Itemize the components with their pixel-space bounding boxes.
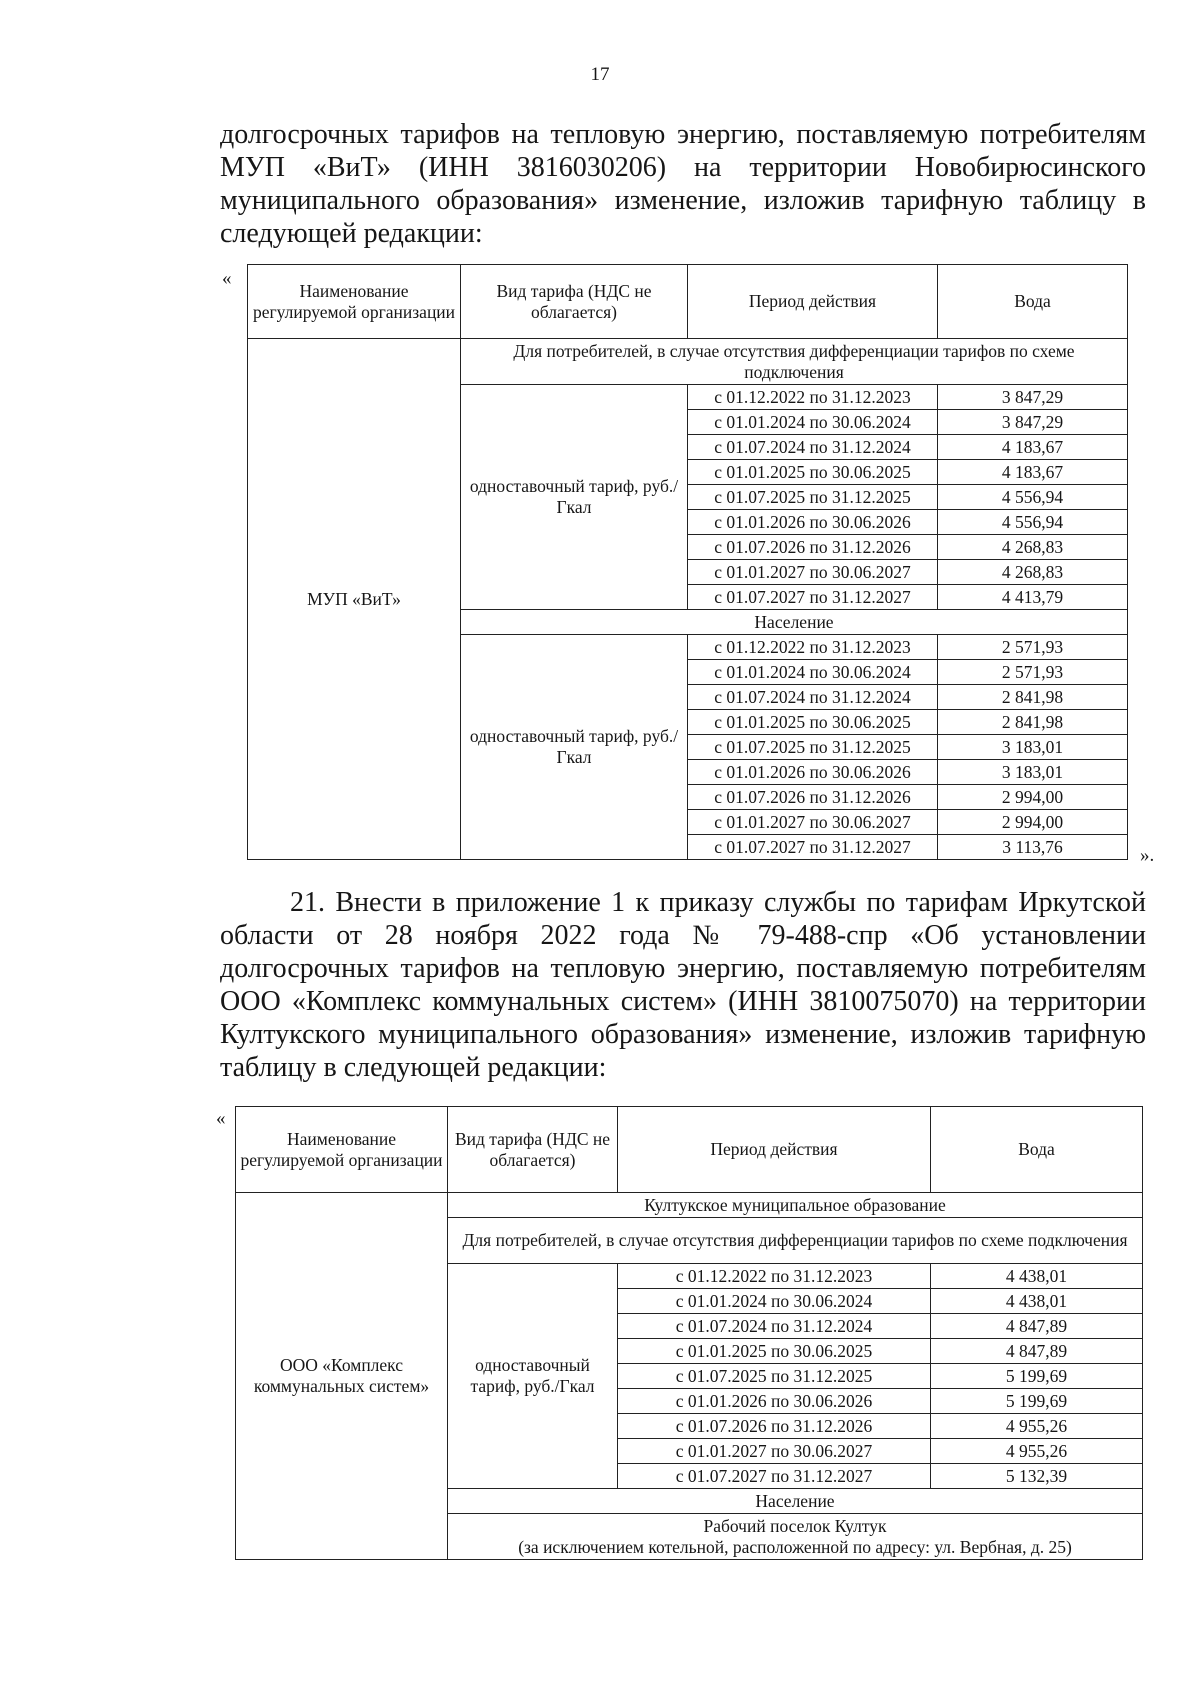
tariff-table-1	[247, 264, 1128, 860]
settlement-line: Рабочий поселок Култук	[703, 1515, 887, 1536]
water-value-cell: 2 571,93	[938, 635, 1128, 660]
water-value-cell: 4 847,89	[931, 1339, 1143, 1364]
period-cell: с 01.07.2025 по 31.12.2025	[688, 735, 938, 760]
intro-line: следующей редакции:	[220, 218, 483, 249]
period-cell: с 01.07.2026 по 31.12.2026	[688, 535, 938, 560]
period-cell: с 01.07.2025 по 31.12.2025	[618, 1364, 931, 1389]
period-cell: с 01.01.2024 по 30.06.2024	[688, 660, 938, 685]
period-cell: с 01.01.2025 по 30.06.2025	[618, 1339, 931, 1364]
water-value-cell: 4 413,79	[938, 585, 1128, 610]
header-tariff-type: Вид тарифа (НДС не облагается)	[461, 265, 688, 339]
water-value-cell: 2 994,00	[938, 785, 1128, 810]
water-value-cell: 4 438,01	[931, 1264, 1143, 1289]
period-cell: с 01.01.2026 по 30.06.2026	[618, 1389, 931, 1414]
period-cell: с 01.07.2024 по 31.12.2024	[688, 435, 938, 460]
table1-close-quote: ».	[1140, 845, 1155, 866]
intro-line: МУП «ВиТ» (ИНН 3816030206) на территории Новобирюсинского	[220, 152, 1146, 183]
period-cell: с 01.01.2026 по 30.06.2026	[688, 760, 938, 785]
period-cell: с 01.12.2022 по 31.12.2023	[688, 635, 938, 660]
item21-line: Култукского муниципального образования» изменение, изложив тарифную	[220, 1019, 1146, 1050]
water-value-cell: 4 438,01	[931, 1289, 1143, 1314]
water-value-cell: 5 132,39	[931, 1464, 1143, 1489]
section-title-row	[248, 339, 1128, 385]
period-cell: с 01.12.2022 по 31.12.2023	[688, 385, 938, 410]
water-value-cell: 2 841,98	[938, 685, 1128, 710]
water-value-cell: 4 556,94	[938, 485, 1128, 510]
water-value-cell: 4 847,89	[931, 1314, 1143, 1339]
water-value-cell: 3 113,76	[938, 835, 1128, 860]
intro-line: долгосрочных тарифов на тепловую энергию, поставляемую потребителям	[220, 119, 1146, 150]
municipality-title: Култукское муниципальное образование	[448, 1193, 1143, 1218]
period-cell: с 01.01.2024 по 30.06.2024	[618, 1289, 931, 1314]
org-name-cell: МУП «ВиТ»	[248, 339, 461, 860]
water-value-cell: 2 841,98	[938, 710, 1128, 735]
water-value-cell: 3 183,01	[938, 735, 1128, 760]
population-title: Население	[448, 1489, 1143, 1514]
period-cell: с 01.07.2026 по 31.12.2026	[618, 1414, 931, 1439]
header-period: Период действия	[618, 1107, 931, 1193]
water-value-cell: 5 199,69	[931, 1364, 1143, 1389]
tariff-type-cell: одноставочный тариф, руб./Гкал	[461, 385, 688, 610]
header-water: Вода	[931, 1107, 1143, 1193]
period-cell: с 01.12.2022 по 31.12.2023	[618, 1264, 931, 1289]
water-value-cell: 2 571,93	[938, 660, 1128, 685]
period-cell: с 01.01.2027 по 30.06.2027	[688, 560, 938, 585]
period-cell: с 01.01.2027 по 30.06.2027	[688, 810, 938, 835]
table1-open-quote: «	[222, 268, 232, 289]
item21-line: ООО «Комплекс коммунальных систем» (ИНН 3810075070) на территории	[220, 986, 1146, 1017]
intro-paragraph	[220, 118, 1146, 250]
item21-paragraph	[220, 886, 1146, 1084]
settlement-line: (за исключением котельной, расположенной по адресу: ул. Вербная, д. 25)	[518, 1536, 1072, 1557]
table-header-row	[236, 1107, 1143, 1193]
water-value-cell: 5 199,69	[931, 1389, 1143, 1414]
header-period: Период действия	[688, 265, 938, 339]
intro-line: муниципального образования» изменение, изложив тарифную таблицу в	[220, 185, 1146, 216]
org-name-cell: ООО «Комплекс коммунальных систем»	[236, 1193, 448, 1560]
period-cell: с 01.07.2025 по 31.12.2025	[688, 485, 938, 510]
water-value-cell: 4 268,83	[938, 535, 1128, 560]
period-cell: с 01.01.2025 по 30.06.2025	[688, 710, 938, 735]
item21-line: таблицу в следующей редакции:	[220, 1052, 607, 1083]
table2-open-quote: «	[216, 1108, 226, 1129]
section-title: Для потребителей, в случае отсутствия дифференциации тарифов по схеме подключения	[448, 1218, 1143, 1264]
water-value-cell: 4 183,67	[938, 460, 1128, 485]
item21-line: долгосрочных тарифов на тепловую энергию, поставляемую потребителям	[220, 953, 1146, 984]
table-header-row	[248, 265, 1128, 339]
header-tariff-type: Вид тарифа (НДС не облагается)	[448, 1107, 618, 1193]
period-cell: с 01.01.2027 по 30.06.2027	[618, 1439, 931, 1464]
section-title: Население	[461, 610, 1128, 635]
period-cell: с 01.07.2024 по 31.12.2024	[688, 685, 938, 710]
period-cell: с 01.07.2024 по 31.12.2024	[618, 1314, 931, 1339]
municipality-row	[236, 1193, 1143, 1218]
tariff-type-cell: одноставочный тариф, руб./Гкал	[448, 1264, 618, 1489]
water-value-cell: 4 955,26	[931, 1414, 1143, 1439]
tariff-table-2	[235, 1106, 1143, 1560]
period-cell: с 01.01.2024 по 30.06.2024	[688, 410, 938, 435]
section-title: Для потребителей, в случае отсутствия дифференциации тарифов по схеме подключения	[461, 339, 1128, 385]
water-value-cell: 3 847,29	[938, 385, 1128, 410]
water-value-cell: 4 183,67	[938, 435, 1128, 460]
page-number: 17	[590, 64, 610, 85]
period-cell: с 01.07.2026 по 31.12.2026	[688, 785, 938, 810]
header-org: Наименование регулируемой организации	[248, 265, 461, 339]
period-cell: с 01.07.2027 по 31.12.2027	[688, 835, 938, 860]
period-cell: с 01.07.2027 по 31.12.2027	[688, 585, 938, 610]
period-cell: с 01.01.2025 по 30.06.2025	[688, 460, 938, 485]
water-value-cell: 2 994,00	[938, 810, 1128, 835]
water-value-cell: 4 556,94	[938, 510, 1128, 535]
water-value-cell: 3 847,29	[938, 410, 1128, 435]
tariff-type-cell: одноставочный тариф, руб./Гкал	[461, 635, 688, 860]
period-cell: с 01.01.2026 по 30.06.2026	[688, 510, 938, 535]
item21-line: 21. Внести в приложение 1 к приказу службы по тарифам Иркутской	[290, 887, 1146, 918]
settlement-cell	[448, 1514, 1143, 1560]
period-cell: с 01.07.2027 по 31.12.2027	[618, 1464, 931, 1489]
water-value-cell: 4 955,26	[931, 1439, 1143, 1464]
header-water: Вода	[938, 265, 1128, 339]
item21-line: области от 28 ноября 2022 года № 79-488-спр «Об установлении	[220, 920, 1146, 951]
water-value-cell: 4 268,83	[938, 560, 1128, 585]
water-value-cell: 3 183,01	[938, 760, 1128, 785]
header-org: Наименование регулируемой организации	[236, 1107, 448, 1193]
